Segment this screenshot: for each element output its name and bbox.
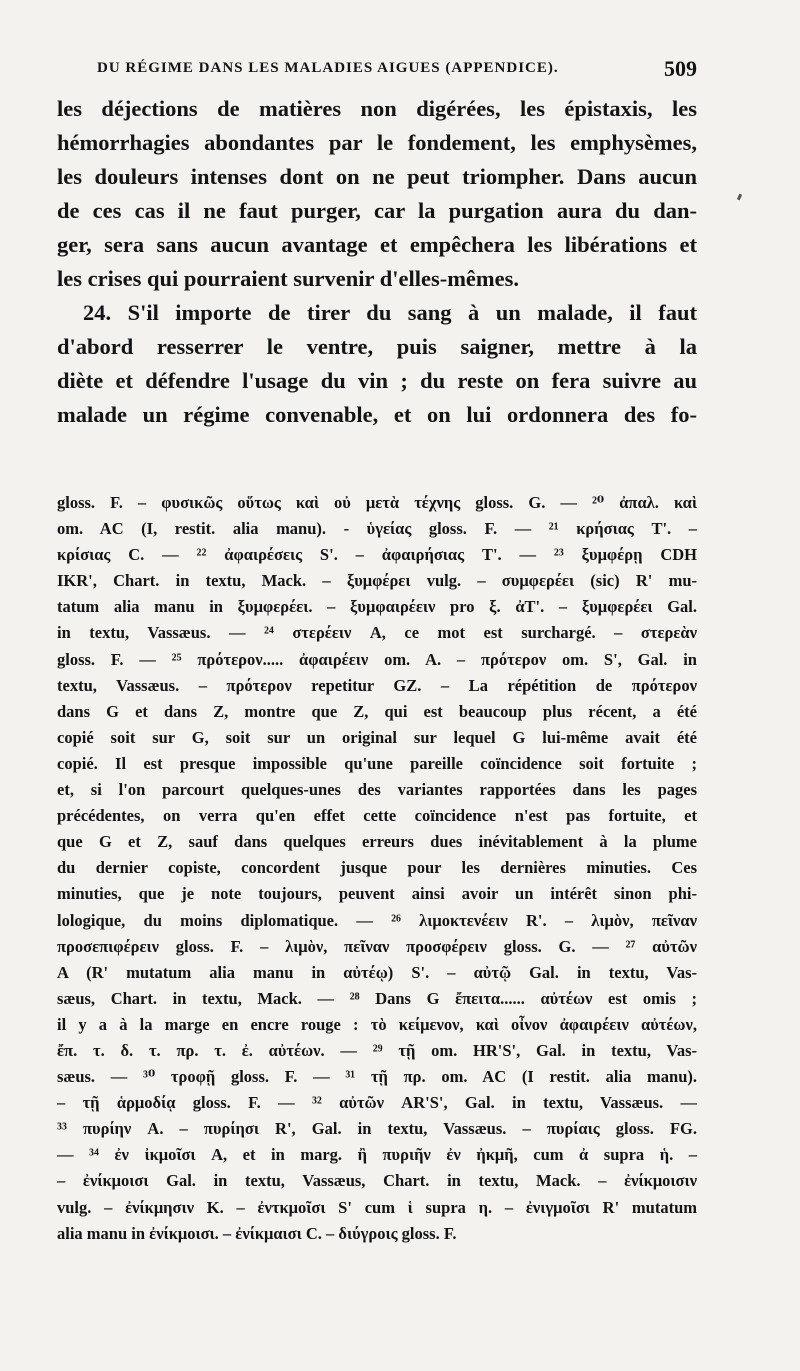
footnote-line: que G et Z, sauf dans quelques erreurs dues inévitablement à la plume xyxy=(57,832,697,852)
paragraph-24-start: 24. S'il importe de tirer du sang à un malade, il faut xyxy=(83,300,697,325)
footnotes xyxy=(57,490,697,1247)
footnote-line: vulg. – ἐνίκμησιν K. – ἐντκμοῖσι S' cum ἱ supra η. – ἐνιγμοῖσι R' mutatum xyxy=(57,1197,697,1217)
text-line: diète et défendre l'usage du vin ; du reste on fera suivre au xyxy=(57,368,697,393)
footnote-line: précédentes, on verra qu'en effet cette coïncidence n'est pas fortuite, et xyxy=(57,806,697,826)
running-head xyxy=(57,52,697,92)
text-line: malade un régime convenable, et on lui ordonnera des fo- xyxy=(57,402,697,427)
footnote-line: du dernier copiste, concordent jusque pour les dernières minuties. Ces xyxy=(57,858,697,878)
footnote-line: – τῇ ἁρμοδίᾳ gloss. F. — ³² αὐτῶν AR'S', Gal. in textu, Vassæus. — xyxy=(57,1093,697,1113)
footnote-line: alia manu in ἐνίκμοισι. – ἐνίκμαισι C. – διύγροις gloss. F. xyxy=(57,1223,457,1243)
footnote-line: et, si l'on parcourt quelques-unes des variantes rapportées dans les pages xyxy=(57,780,697,800)
footnote-line: minuties, que je note toujours, peuvent ainsi avoir un intérêt sinon phi- xyxy=(57,884,697,904)
footnote-line: gloss. F. — ²⁵ πρότερον..... ἀφαιρέειν om. A. – πρότερον om. S', Gal. in xyxy=(57,649,697,669)
footnote-line: tatum alia manu in ξυμφερέει. – ξυμφαιρέειν pro ξ. ἀT'. – ξυμφερέει Gal. xyxy=(57,597,697,617)
footnote-line: IKR', Chart. in textu, Mack. – ξυμφέρει vulg. – συμφερέει (sic) R' mu- xyxy=(57,571,697,591)
footnote-line: ἔπ. τ. δ. τ. πρ. τ. ἐ. αὐτέων. — ²⁹ τῇ om. HR'S', Gal. in textu, Vas- xyxy=(57,1040,697,1060)
footnote-line: προσεπιφέρειν gloss. F. – λιμὸν, πεῖναν προσφέρειν gloss. G. — ²⁷ αὐτῶν xyxy=(57,936,697,956)
main-text xyxy=(57,92,697,432)
text-line: hémorrhagies abondantes par le fondement, les emphysèmes, xyxy=(57,130,697,155)
footnote-line: il y a à la marge en encre rouge : τὸ κείμενον, καὶ οἶνον ἀφαιρέειν αὐτέων, xyxy=(57,1014,697,1034)
text-line: ger, sera sans aucun avantage et empêchera les libérations et xyxy=(57,232,697,257)
footnote-line: sæus. — ³⁰ τροφῇ gloss. F. — ³¹ τῇ πρ. om. AC (I restit. alia manu). xyxy=(57,1067,697,1087)
footnote-line: om. AC (I, restit. alia manu). - ὑγείας gloss. F. — ²¹ κρήσιας T'. – xyxy=(57,519,697,539)
footnote-line: A (R' mutatum alia manu in αὐτέῳ) S'. – αὐτῷ Gal. in textu, Vas- xyxy=(57,962,697,982)
footnote-line: — ³⁴ ἐν ἰκμοῖσι A, et in marg. ἢ πυριῆν ἐν ἠκμῆ, cum ἀ supra ἡ. – xyxy=(57,1145,697,1165)
footnote-line: textu, Vassæus. – πρότερον repetitur GZ. – La répétition de πρότερον xyxy=(57,675,697,695)
text-line: d'abord resserrer le ventre, puis saigner, mettre à la xyxy=(57,334,697,359)
footnote-line: – ἐνίκμοισι Gal. in textu, Vassæus, Chart. in textu, Mack. – ἐνίκμοισιν xyxy=(57,1171,697,1191)
footnote-line: lologique, du moins diplomatique. — ²⁶ λιμοκτενέειν R'. – λιμὸν, πεῖναν xyxy=(57,910,697,930)
page-number: 509 xyxy=(664,56,697,81)
ink-speck xyxy=(737,194,742,201)
footnote-line: sæus, Chart. in textu, Mack. — ²⁸ Dans G ἔπειτα...... αὐτέων est omis ; xyxy=(57,988,697,1008)
text-line: les douleurs intenses dont on ne peut triompher. Dans aucun xyxy=(57,164,697,189)
footnote-line: copié. Il est presque impossible qu'une pareille coïncidence soit fortuite ; xyxy=(57,753,697,773)
footnote-line: in textu, Vassæus. — ²⁴ στερέειν A, ce mot est surchargé. – στερεὰν xyxy=(57,623,697,643)
text-line: de ces cas il ne faut purger, car la purgation aura du dan- xyxy=(57,198,697,223)
running-title: DU RÉGIME DANS LES MALADIES AIGUES (APPENDICE). xyxy=(97,60,559,76)
text-line: les crises qui pourraient survenir d'elles-mêmes. xyxy=(57,266,520,291)
text-line: les déjections de matières non digérées, les épistaxis, les xyxy=(57,96,697,121)
footnote-line: κρίσιας C. — ²² ἀφαιρέσεις S'. – ἀφαιρήσιας T'. — ²³ ξυμφέρῃ CDH xyxy=(57,545,697,565)
footnote-line: ³³ πυρίην A. – πυρίησι R', Gal. in textu, Vassæus. – πυρίαις gloss. FG. xyxy=(57,1119,697,1139)
book-page xyxy=(57,52,697,1247)
footnote-line: dans G et dans Z, montre que Z, qui est beaucoup plus récent, a été xyxy=(57,701,697,721)
footnote-line: gloss. F. – φυσικῶς οὕτως καὶ οὐ μετὰ τέχνης gloss. G. — ²⁰ ἀπαλ. καὶ xyxy=(57,493,697,512)
footnote-line: copié soit sur G, soit sur un original sur lequel G lui-même avait été xyxy=(57,727,697,747)
